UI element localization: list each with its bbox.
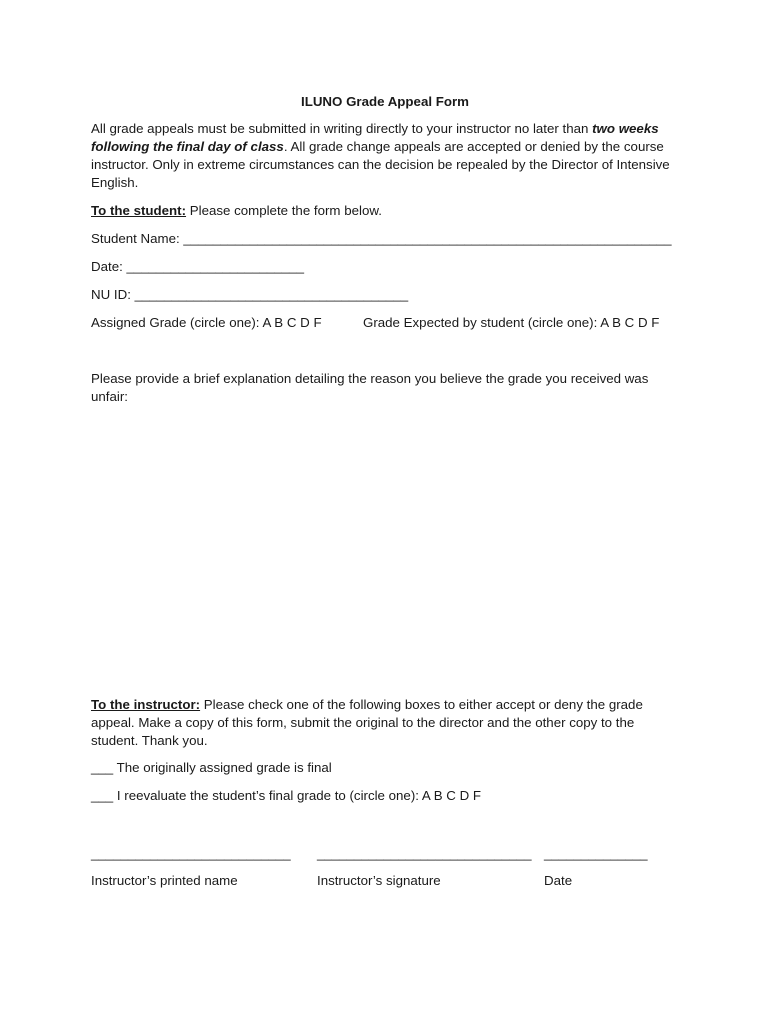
date-line[interactable]: ______________ xyxy=(544,846,648,861)
student-section-heading: To the student: xyxy=(91,203,187,218)
intro-text-start: All grade appeals must be submitted in writing directly to your instructor no later than xyxy=(91,121,593,136)
instructor-instructions xyxy=(91,696,681,750)
signature-label: Instructor’s signature xyxy=(317,873,441,888)
option-reevaluate-label: I reevaluate the student’s final grade to (circle one): A B C D F xyxy=(113,788,482,803)
intro-text-end: . All grade change appeals are accepted or denied by the course instructor. Only in extreme circumstances can the decision be repealed by the Director of Intensive English. xyxy=(91,139,670,190)
expected-grade-field[interactable]: Grade Expected by student (circle one): A B C D F xyxy=(363,315,660,330)
instructor-instruction-text: Please check one of the following boxes to either accept or deny the grade appeal. Make a copy of this form, submit the original to the director and the other copy to the student. Thank you. xyxy=(91,697,643,748)
student-name-field[interactable]: Student Name: __________________________________________________________________ xyxy=(91,231,672,246)
option-grade-final[interactable] xyxy=(91,759,681,777)
option-reevaluate-checkbox[interactable]: ___ xyxy=(91,788,114,803)
printed-name-label: Instructor’s printed name xyxy=(91,873,238,888)
intro-paragraph xyxy=(91,120,681,192)
nu-id-field[interactable]: NU ID: _____________________________________ xyxy=(91,287,409,302)
form-title: ILUNO Grade Appeal Form xyxy=(301,94,469,109)
student-instruction-text: Please complete the form below. xyxy=(186,203,382,218)
option-reevaluate[interactable] xyxy=(91,787,681,805)
signature-line[interactable]: _____________________________ xyxy=(317,846,532,861)
date-field[interactable]: Date: ________________________ xyxy=(91,259,304,274)
date-label: Date xyxy=(544,873,573,888)
option-grade-final-label: The originally assigned grade is final xyxy=(113,760,332,775)
grades-row xyxy=(91,314,691,332)
option-grade-final-checkbox[interactable]: ___ xyxy=(91,760,114,775)
assigned-grade-field[interactable]: Assigned Grade (circle one): A B C D F xyxy=(91,315,322,330)
instructor-section-heading: To the instructor: xyxy=(91,697,201,712)
intro-deadline-emphasis: two weeks following the final day of class xyxy=(91,121,659,154)
student-instructions xyxy=(91,202,681,220)
explanation-prompt: Please provide a brief explanation detailing the reason you believe the grade you received was unfair: xyxy=(91,371,649,404)
printed-name-line[interactable]: ___________________________ xyxy=(91,846,291,861)
